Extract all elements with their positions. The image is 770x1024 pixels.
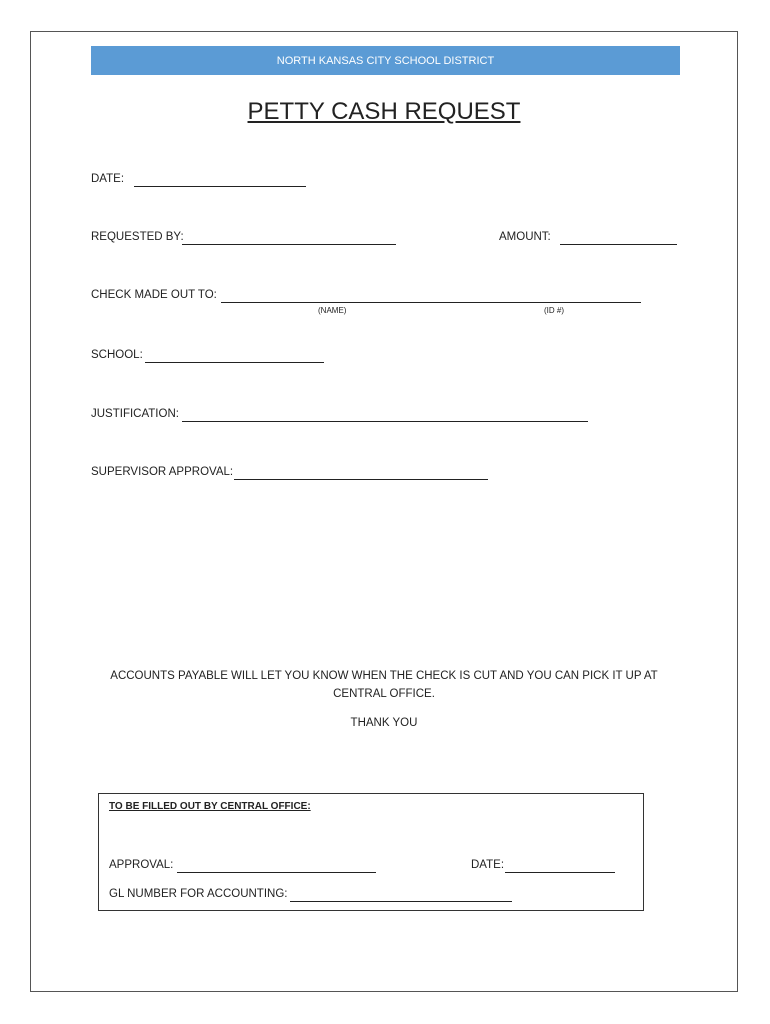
form-title: PETTY CASH REQUEST bbox=[247, 98, 521, 125]
district-name: NORTH KANSAS CITY SCHOOL DISTRICT bbox=[276, 54, 495, 67]
amount-input-line[interactable] bbox=[560, 232, 677, 245]
justification-label: JUSTIFICATION: bbox=[91, 408, 179, 420]
thank-you-text: THANK YOU bbox=[350, 717, 418, 729]
central-approval-label: APPROVAL: bbox=[109, 859, 174, 871]
requested-by-label: REQUESTED BY: bbox=[91, 231, 184, 243]
form-page bbox=[30, 31, 738, 992]
central-date-label: DATE: bbox=[471, 859, 505, 871]
payee-id-caption: (ID #) bbox=[544, 306, 564, 315]
date-label: DATE: bbox=[91, 173, 125, 185]
central-date-input-line[interactable] bbox=[505, 860, 615, 873]
date-input-line[interactable] bbox=[134, 174, 306, 187]
gl-number-label: GL NUMBER FOR ACCOUNTING: bbox=[109, 888, 288, 900]
central-approval-input-line[interactable] bbox=[177, 860, 376, 873]
accounts-payable-notice-line2: CENTRAL OFFICE. bbox=[333, 688, 435, 700]
school-input-line[interactable] bbox=[145, 350, 324, 363]
check-made-out-label: CHECK MADE OUT TO: bbox=[91, 289, 217, 301]
accounts-payable-notice-line1: ACCOUNTS PAYABLE WILL LET YOU KNOW WHEN THE CHECK IS CUT AND YOU CAN PICK IT UP AT bbox=[110, 670, 658, 682]
supervisor-approval-label: SUPERVISOR APPROVAL: bbox=[91, 466, 234, 478]
requested-by-input-line[interactable] bbox=[182, 232, 396, 245]
gl-number-input-line[interactable] bbox=[290, 889, 512, 902]
justification-input-line[interactable] bbox=[182, 409, 588, 422]
supervisor-approval-input-line[interactable] bbox=[234, 467, 488, 480]
payee-name-caption: (NAME) bbox=[318, 306, 347, 315]
central-office-box bbox=[98, 793, 644, 911]
central-office-heading: TO BE FILLED OUT BY CENTRAL OFFICE: bbox=[109, 801, 311, 812]
amount-label: AMOUNT: bbox=[499, 231, 551, 243]
check-payee-input-line[interactable] bbox=[221, 290, 641, 303]
school-label: SCHOOL: bbox=[91, 349, 143, 361]
district-banner bbox=[91, 46, 680, 75]
